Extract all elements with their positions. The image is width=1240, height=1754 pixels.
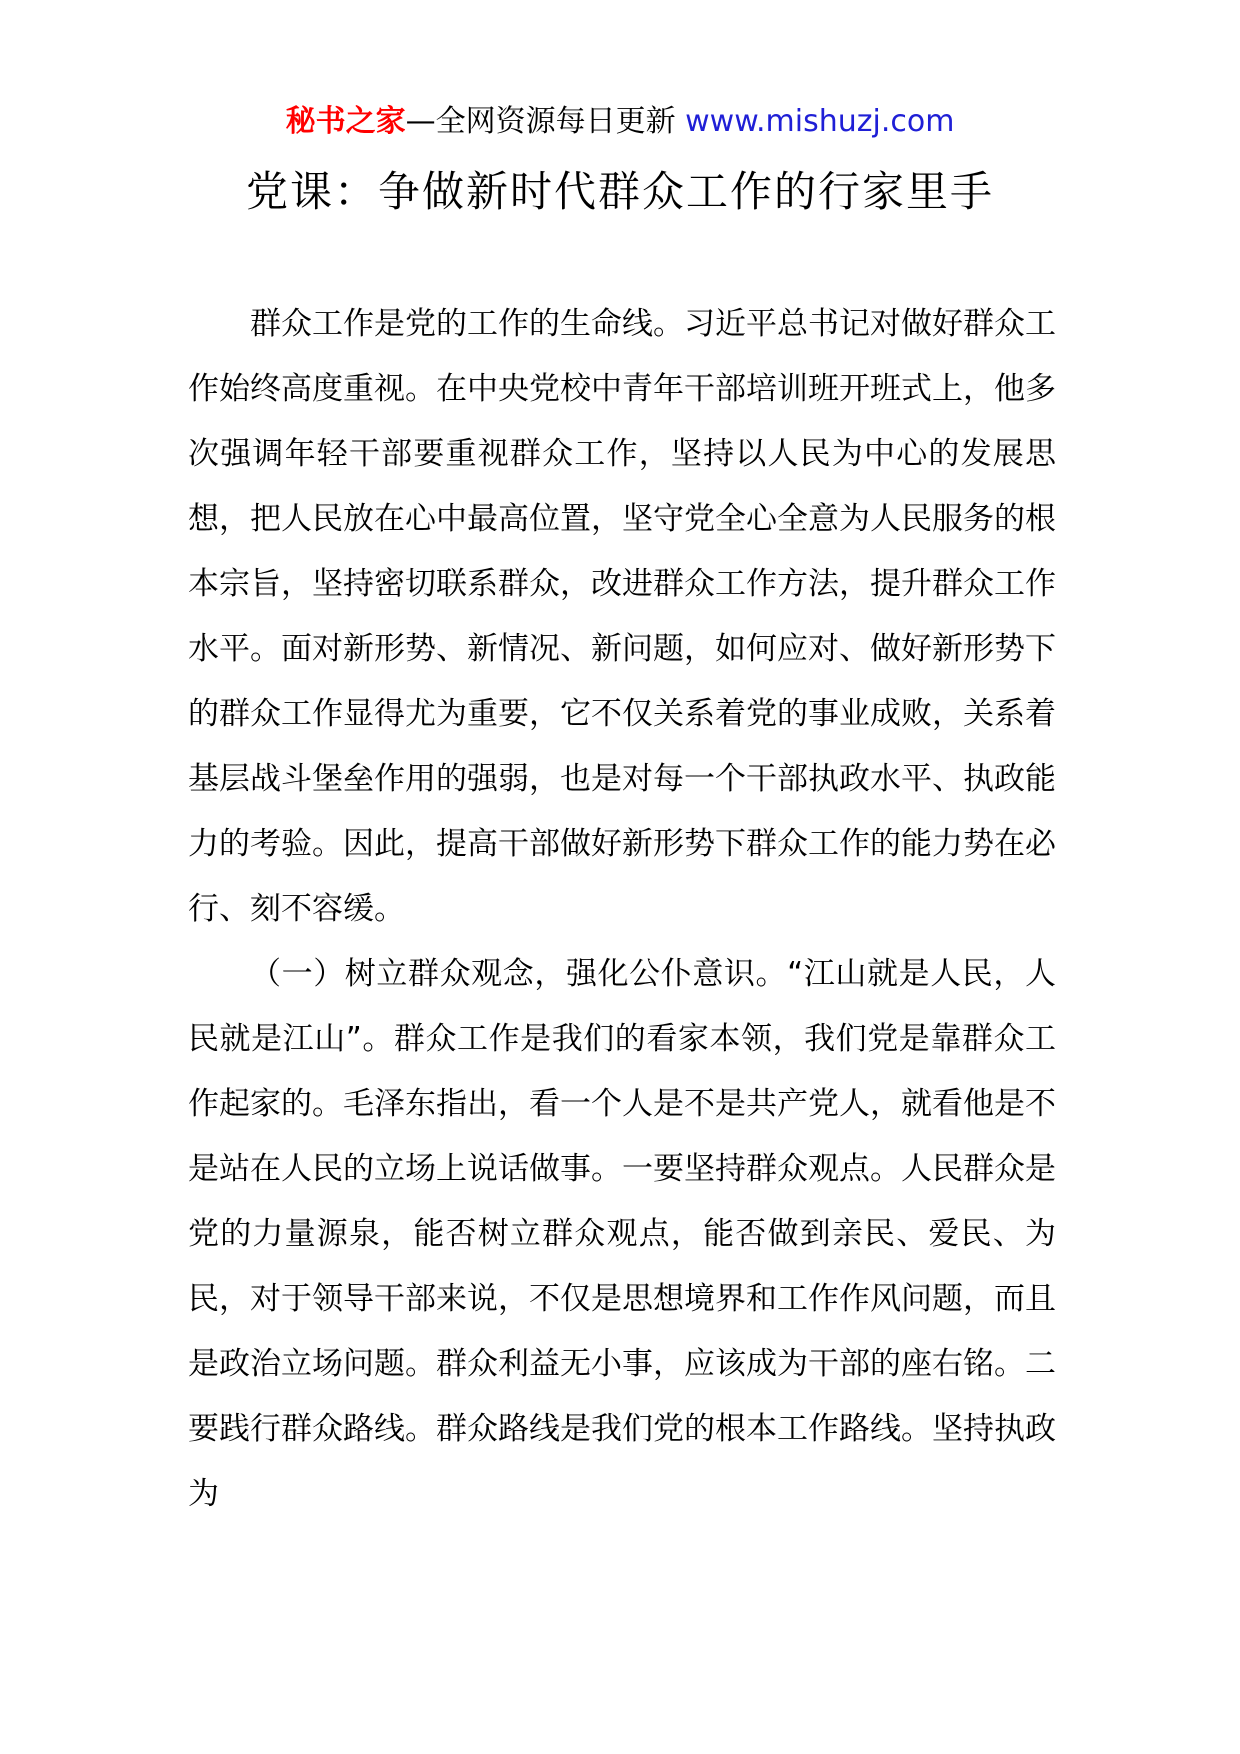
paragraph-intro [188, 292, 1056, 942]
site-brand: 秘书之家 [285, 104, 406, 139]
document-body [188, 292, 1056, 1527]
paragraph-section-1-text: “江山就是人民，人民就是江山”。群众工作是我们的看家本领，我们党是靠群众工作起家的。毛泽东指出，看一个人是不是共产党人，就看他是不是站在人民的立场上说话做事。一要坚持群众观点。人民群众是党的力量源泉，能否树立群众观点，能否做到亲民、爱民、为民，对于领导干部来说，不仅是思想境界和工作作风问题，而且是政治立场问题。群众利益无小事，应该成为干部的座右铭。二要践行群众路线。群众路线是我们党的根本工作路线。坚持执政为 [188, 956, 1056, 1512]
paragraph-intro-text: 群众工作是党的工作的生命线。习近平总书记对做好群众工作始终高度重视。在中央党校中青年干部培训班开班式上，他多次强调年轻干部要重视群众工作，坚持以人民为中心的发展思想，把人民放在心中最高位置，坚守党全心全意为人民服务的根本宗旨，坚持密切联系群众，改进群众工作方法，提升群众工作水平。面对新形势、新情况、新问题，如何应对、做好新形势下的群众工作显得尤为重要，它不仅关系着党的事业成败，关系着基层战斗堡垒作用的强弱，也是对每一个干部执政水平、执政能力的考验。因此，提高干部做好新形势下群众工作的能力势在必行、刻不容缓。 [188, 306, 1056, 927]
document-title: 党课：争做新时代群众工作的行家里手 [245, 167, 994, 216]
paragraph-section-1 [188, 942, 1056, 1527]
section-heading: （一）树立群众观念，强化公仆意识。 [250, 956, 788, 992]
site-tagline: —全网资源每日更新 [405, 104, 676, 139]
site-header [0, 100, 1240, 144]
site-url-link[interactable]: www.mishuzj.com [685, 104, 955, 139]
